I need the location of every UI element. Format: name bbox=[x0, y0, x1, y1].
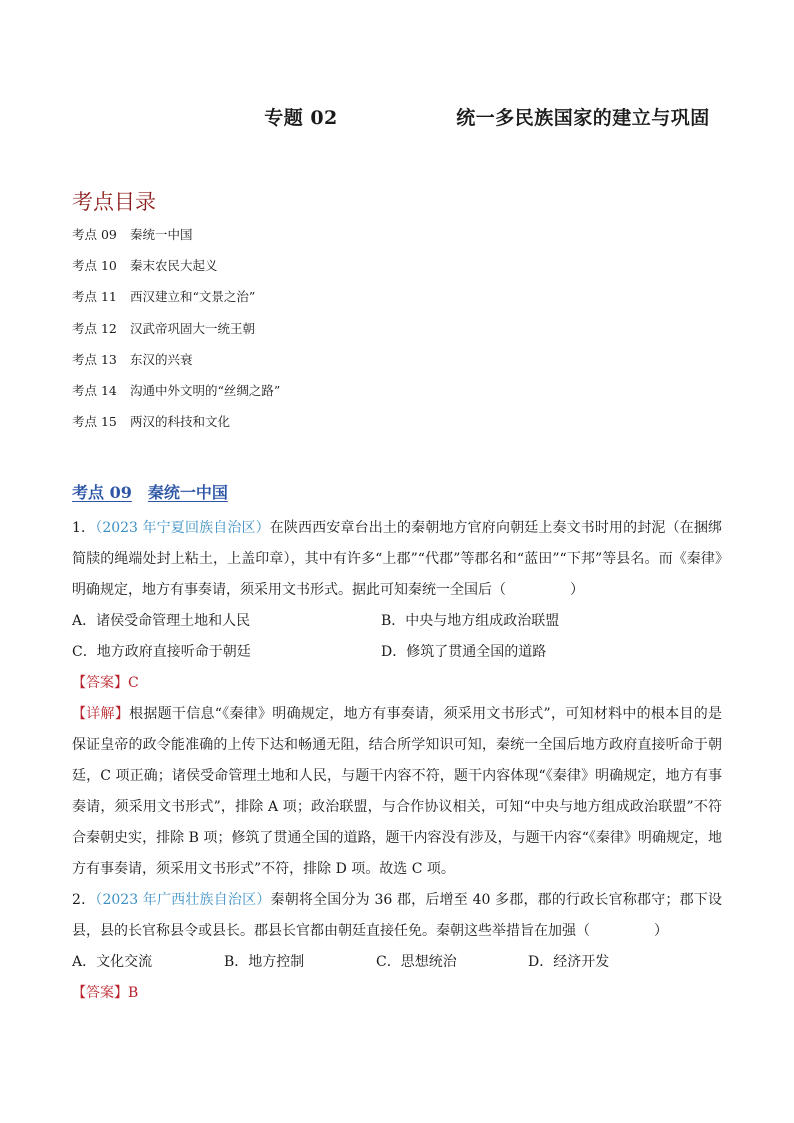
toc-item[interactable]: 考点 10 秦末农民大起义 bbox=[72, 258, 218, 274]
title-text: 统一多民族国家的建立与巩固 bbox=[456, 107, 710, 129]
questions-content bbox=[72, 513, 722, 1009]
toc-item[interactable]: 考点 14 沟通中外文明的“丝绸之路” bbox=[72, 382, 281, 398]
option-d: D．修筑了贯通全国的道路 bbox=[381, 644, 547, 660]
option-c: C．思想统治 bbox=[376, 954, 457, 970]
options-row bbox=[72, 947, 722, 978]
question-stem: 2．（2023 年广西壮族自治区）秦朝将全国分为 36 郡，后增至 40 多郡，郡的行政长官称郡守；郡下设县，县的长官称县令或县长。郡县长官都由朝廷直接任免。秦朝这些举措旨在加强（ ） bbox=[72, 892, 722, 939]
answer-label: 【答案】 bbox=[72, 985, 128, 1001]
option-a: A．文化交流 bbox=[72, 954, 153, 970]
detail-label: 【详解】 bbox=[72, 706, 130, 722]
answer-line bbox=[72, 668, 722, 699]
toc-list bbox=[72, 226, 280, 444]
title-code: 专题 02 bbox=[264, 107, 338, 129]
toc-item[interactable]: 考点 09 秦统一中国 bbox=[72, 227, 193, 242]
detail-text: 根据题干信息“《秦律》明确规定，地方有事奏请，须采用文书形式”，可知材料中的根本目的是保证皇帝的政令能准确的上传下达和畅通无阻，结合所学知识可知，秦统一全国后地方政府直接听命于朝廷，C 项正确；诸侯受命管理土地和人民，与题干内容不符，题干内容体现“《秦律》明确规定，地方有事奏请，须采用文书形式”，排除 A 项；政治联盟，与合作协议相关，可知“中央与地方组成政治联盟”不符合秦朝史实，排除 B 项；修筑了贯通全国的道路，题干内容没有涉及，与题干内容“《秦律》明确规定，地方有事奏请，须采用文书形式”不符，排除 D 项。故选 C 项。 bbox=[72, 706, 723, 877]
option-d: D．经济开发 bbox=[528, 954, 610, 970]
page-title bbox=[0, 103, 794, 130]
answer-value: C bbox=[128, 675, 139, 691]
toc-item[interactable]: 考点 15 两汉的科技和文化 bbox=[72, 414, 231, 430]
section-label: 秦统一中国 bbox=[147, 483, 228, 502]
toc-heading: 考点目录 bbox=[72, 190, 156, 214]
question-text: 在陕西西安章台出土的秦朝地方官府向朝廷上奏文书时用的封泥（在捆绑简牍的绳端处封上粘土，上盖印章），其中有许多“上郡”“代郡”等郡名和“蓝田”“下邦”等县名。而《秦律》明确规定，地方有事奏请，须采用文书形式。据此可知秦统一全国后（ bbox=[72, 520, 722, 598]
section-heading bbox=[72, 480, 228, 503]
answer-label: 【答案】 bbox=[72, 675, 128, 691]
option-c: C．地方政府直接听命于朝廷 bbox=[72, 644, 251, 660]
question-text: 秦朝将全国分为 36 郡，后增至 40 多郡，郡的行政长官称郡守；郡下设县，县的长官称县令或县长。郡县长官都由朝廷直接任免。秦朝这些举措旨在加强（ bbox=[72, 892, 722, 939]
question-number: 2． bbox=[72, 892, 96, 908]
answer-value: B bbox=[128, 985, 139, 1001]
detail-paragraph bbox=[72, 699, 722, 885]
question-number: 1． bbox=[72, 520, 96, 536]
options-row bbox=[72, 606, 722, 637]
option-b: B．中央与地方组成政治联盟 bbox=[381, 613, 560, 629]
option-b: B．地方控制 bbox=[224, 954, 305, 970]
answer-line bbox=[72, 978, 722, 1009]
options-row bbox=[72, 637, 722, 668]
toc-item[interactable]: 考点 11 西汉建立和“文景之治” bbox=[72, 289, 256, 305]
question-stem: 1．（2023 年宁夏回族自治区）在陕西西安章台出土的秦朝地方官府向朝廷上奏文书时用的封泥（在捆绑简牍的绳端处封上粘土，上盖印章），其中有许多“上郡”“代郡”等郡名和“蓝田”“下邦”等县名。而《秦律》明确规定，地方有事奏请，须采用文书形式。据此可知秦统一全国后（ ） bbox=[72, 520, 722, 598]
option-a: A．诸侯受命管理土地和人民 bbox=[72, 613, 251, 629]
question-source: （2023 年宁夏回族自治区） bbox=[95, 520, 270, 536]
section-code: 考点 09 bbox=[72, 483, 132, 502]
toc-item[interactable]: 考点 12 汉武帝巩固大一统王朝 bbox=[72, 320, 256, 336]
toc-item[interactable]: 考点 13 东汉的兴衰 bbox=[72, 351, 193, 367]
question-source: （2023 年广西壮族自治区） bbox=[95, 892, 271, 908]
